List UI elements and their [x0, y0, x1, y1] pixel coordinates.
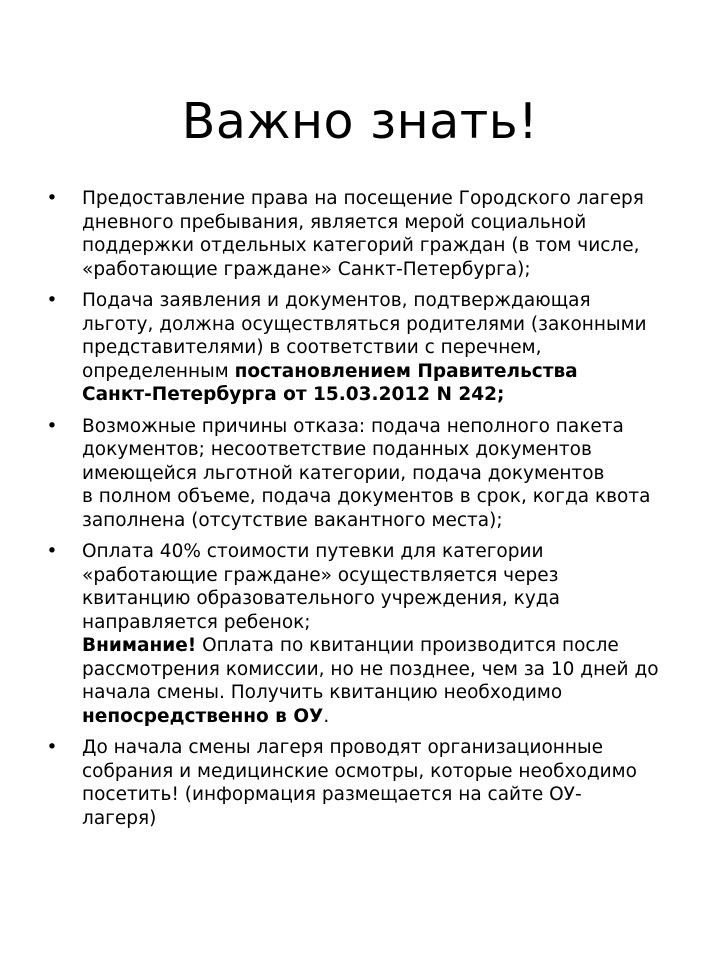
attention-text: Оплата по квитанции производится после	[196, 635, 619, 656]
bullet-2-line-1: Подача заявления и документов, подтверждающая	[82, 290, 591, 311]
bullet-5-line-2: собрания и медицинские осмотры, которые необходимо	[82, 760, 637, 782]
bullet-1-line-1: Предоставление права на посещение Городского лагеря	[82, 188, 644, 209]
bullet-4-line-5	[82, 634, 692, 658]
bullet-1-line-3: поддержки отдельных категорий граждан (в том числе,	[82, 235, 640, 256]
bullet-5-line-3: посетить! (информация размещается на сайте ОУ-	[82, 784, 582, 805]
bullet-4-line-3: квитанцию образовательного учреждения, куда	[82, 588, 560, 609]
bullet-4-line-6: рассмотрения комиссии, но не позднее, чем за 10 дней до	[82, 658, 659, 680]
bullet-2-line-4-prefix: определенным	[82, 360, 235, 382]
location-period: .	[323, 705, 330, 727]
bullet-4-line-2: «работающие граждане» осуществляется через	[82, 564, 559, 586]
bullet-2-line-3: представителями) в соответствии с перечнем,	[82, 337, 542, 358]
bullet-4-line-8	[82, 705, 692, 729]
bullet-3-line-1: Возможные причины отказа: подача неполного пакета	[82, 415, 624, 437]
bullet-3-line-4: в полном объеме, подача документов в срок, когда квота	[82, 486, 651, 507]
bullet-icon: •	[46, 415, 58, 437]
bullet-item-3	[42, 415, 692, 533]
bullet-icon: •	[46, 541, 58, 562]
bullet-3-line-2: документов; несоответствие поданных документов	[82, 439, 592, 460]
bullet-1-line-2: дневного пребывания, является мерой социальной	[82, 211, 587, 233]
slide-title: Важно знать!	[181, 93, 539, 150]
bullet-5-line-4: лагеря)	[82, 807, 157, 829]
bullet-5-line-1: До начала смены лагеря проводят организационные	[82, 737, 603, 758]
location-emphasis: непосредственно в ОУ	[82, 705, 324, 727]
bullet-3-line-3: имеющейся льготной категории, подача документов	[82, 462, 605, 484]
bullet-item-5	[42, 736, 692, 830]
bullet-icon: •	[46, 290, 58, 311]
bullet-2-line-5	[82, 383, 692, 407]
bullet-2-line-4	[82, 360, 692, 384]
bullet-2-line-2: льготу, должна осуществляться родителями (законными	[82, 313, 647, 335]
bullet-4-line-1: Оплата 40% стоимости путевки для категории	[82, 541, 544, 562]
bullet-3-line-5: заполнена (отсутствие вакантного места);	[82, 509, 503, 531]
decree-reference-part-1: постановлением Правительства	[234, 360, 578, 382]
bullet-4-line-4: направляется ребенок;	[82, 611, 311, 633]
bullet-icon: •	[46, 188, 58, 209]
bullet-icon: •	[46, 737, 58, 758]
bullet-item-4	[42, 540, 692, 728]
bullet-1-line-4: «работающие граждане» Санкт-Петербурга);	[82, 258, 531, 280]
decree-reference-part-2: Санкт-Петербурга от 15.03.2012 N 242;	[82, 384, 505, 405]
bullet-item-1	[42, 187, 692, 281]
bullet-list	[42, 187, 692, 838]
attention-label: Внимание!	[82, 635, 197, 656]
bullet-4-line-7: начала смены. Получить квитанцию необходимо	[82, 682, 563, 703]
bullet-item-2	[42, 289, 692, 407]
